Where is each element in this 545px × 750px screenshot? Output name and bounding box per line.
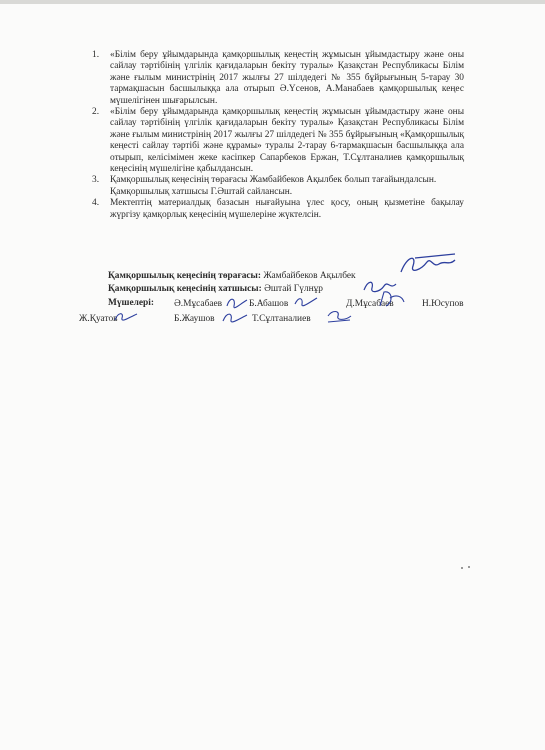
secretary-label: Қамқоршылық кеңесінің хатшысы: [108, 284, 262, 294]
item-text-extra: Қамқоршылық хатшысы Г.Әштай сайлансын. [110, 186, 293, 197]
scan-speck [468, 566, 470, 568]
chair-name: Жамбайбеков Ақылбек [263, 271, 356, 281]
members-label: Мүшелері: [108, 298, 154, 308]
item-text: «Білім беру ұйымдарында қамқоршылық кеңестің жұмысын ұйымдастыру және оны сайлау тәртібінің үлгілік қағидаларын бекіту туралы» Қазақстан Республикасы Білім және ғылым министрінің 2017 жылғы 27 шілдедегі № 355 бұйрығының 5-тарау 30 тармақшасын басшылыққа ала отырып Ә.Үсенов, А.Манабаев қамқоршылық кеңес мүшелігінен шығарылсын. [110, 50, 464, 106]
list-item [92, 198, 464, 221]
member-name: Д.Мұсабаев [346, 299, 394, 309]
member-signature [220, 308, 250, 328]
secretary-name: Әштай Гүлнұр [264, 284, 323, 294]
member-name: Ә.Мұсабаев [174, 299, 223, 309]
item-number: 2. [92, 107, 100, 118]
member-signature [374, 288, 408, 312]
list-item [92, 175, 464, 198]
member-name: Ж.Қуатов [79, 314, 118, 324]
chair-signature [395, 250, 467, 282]
decision-list [92, 50, 464, 221]
member-name: Т.Сұлтаналиев [252, 314, 311, 324]
member-name: Б.Абашов [249, 299, 289, 309]
item-number: 3. [92, 175, 100, 186]
list-item [92, 50, 464, 107]
item-number: 4. [92, 198, 100, 209]
scan-top-edge [0, 0, 545, 4]
item-text: Қамқоршылық кеңесінің төрағасы Жамбайбеков Ақылбек болып тағайындалсын. [110, 175, 437, 186]
secretary-line [108, 284, 323, 295]
member-name: Б.Жаушов [174, 314, 215, 324]
item-text: «Білім беру ұйымдарында қамқоршылық кеңестің жұмысын ұйымдастыру және оны сайлау тәртібінің үлгілік қағидаларын бекіту туралы» Қазақстан Республикасы Білім және ғылым министрінің 2017 жылғы 27 шілдедегі № 355 бұйрығының «Қамқоршылық кеңесті сайлау тәртібі және құрамы» туралы 2-тарау 6-тармақшасын басшылыққа ала отырып, келісімімен жеке кәсіпкер Сапарбеков Ержан, Т.Сұлтаналиев қамқоршылық кеңесінің мүшелігіне қабылдансын. [110, 107, 464, 175]
item-text: Мектептің материалдық базасын нығайуына үлес қосу, оның қызметіне бақылау жүргізу қамқорлық кеңесінің мүшелеріне жүктелсін. [110, 198, 464, 220]
scan-speck [461, 567, 463, 569]
item-number: 1. [92, 50, 100, 60]
chair-label: Қамқоршылық кеңесінің төрағасы: [108, 271, 261, 281]
member-name: Н.Юсупов [422, 299, 464, 309]
member-signature [292, 292, 320, 312]
list-item [92, 107, 464, 175]
chair-line [108, 271, 356, 282]
member-signature [324, 306, 354, 326]
member-signature [112, 308, 140, 326]
